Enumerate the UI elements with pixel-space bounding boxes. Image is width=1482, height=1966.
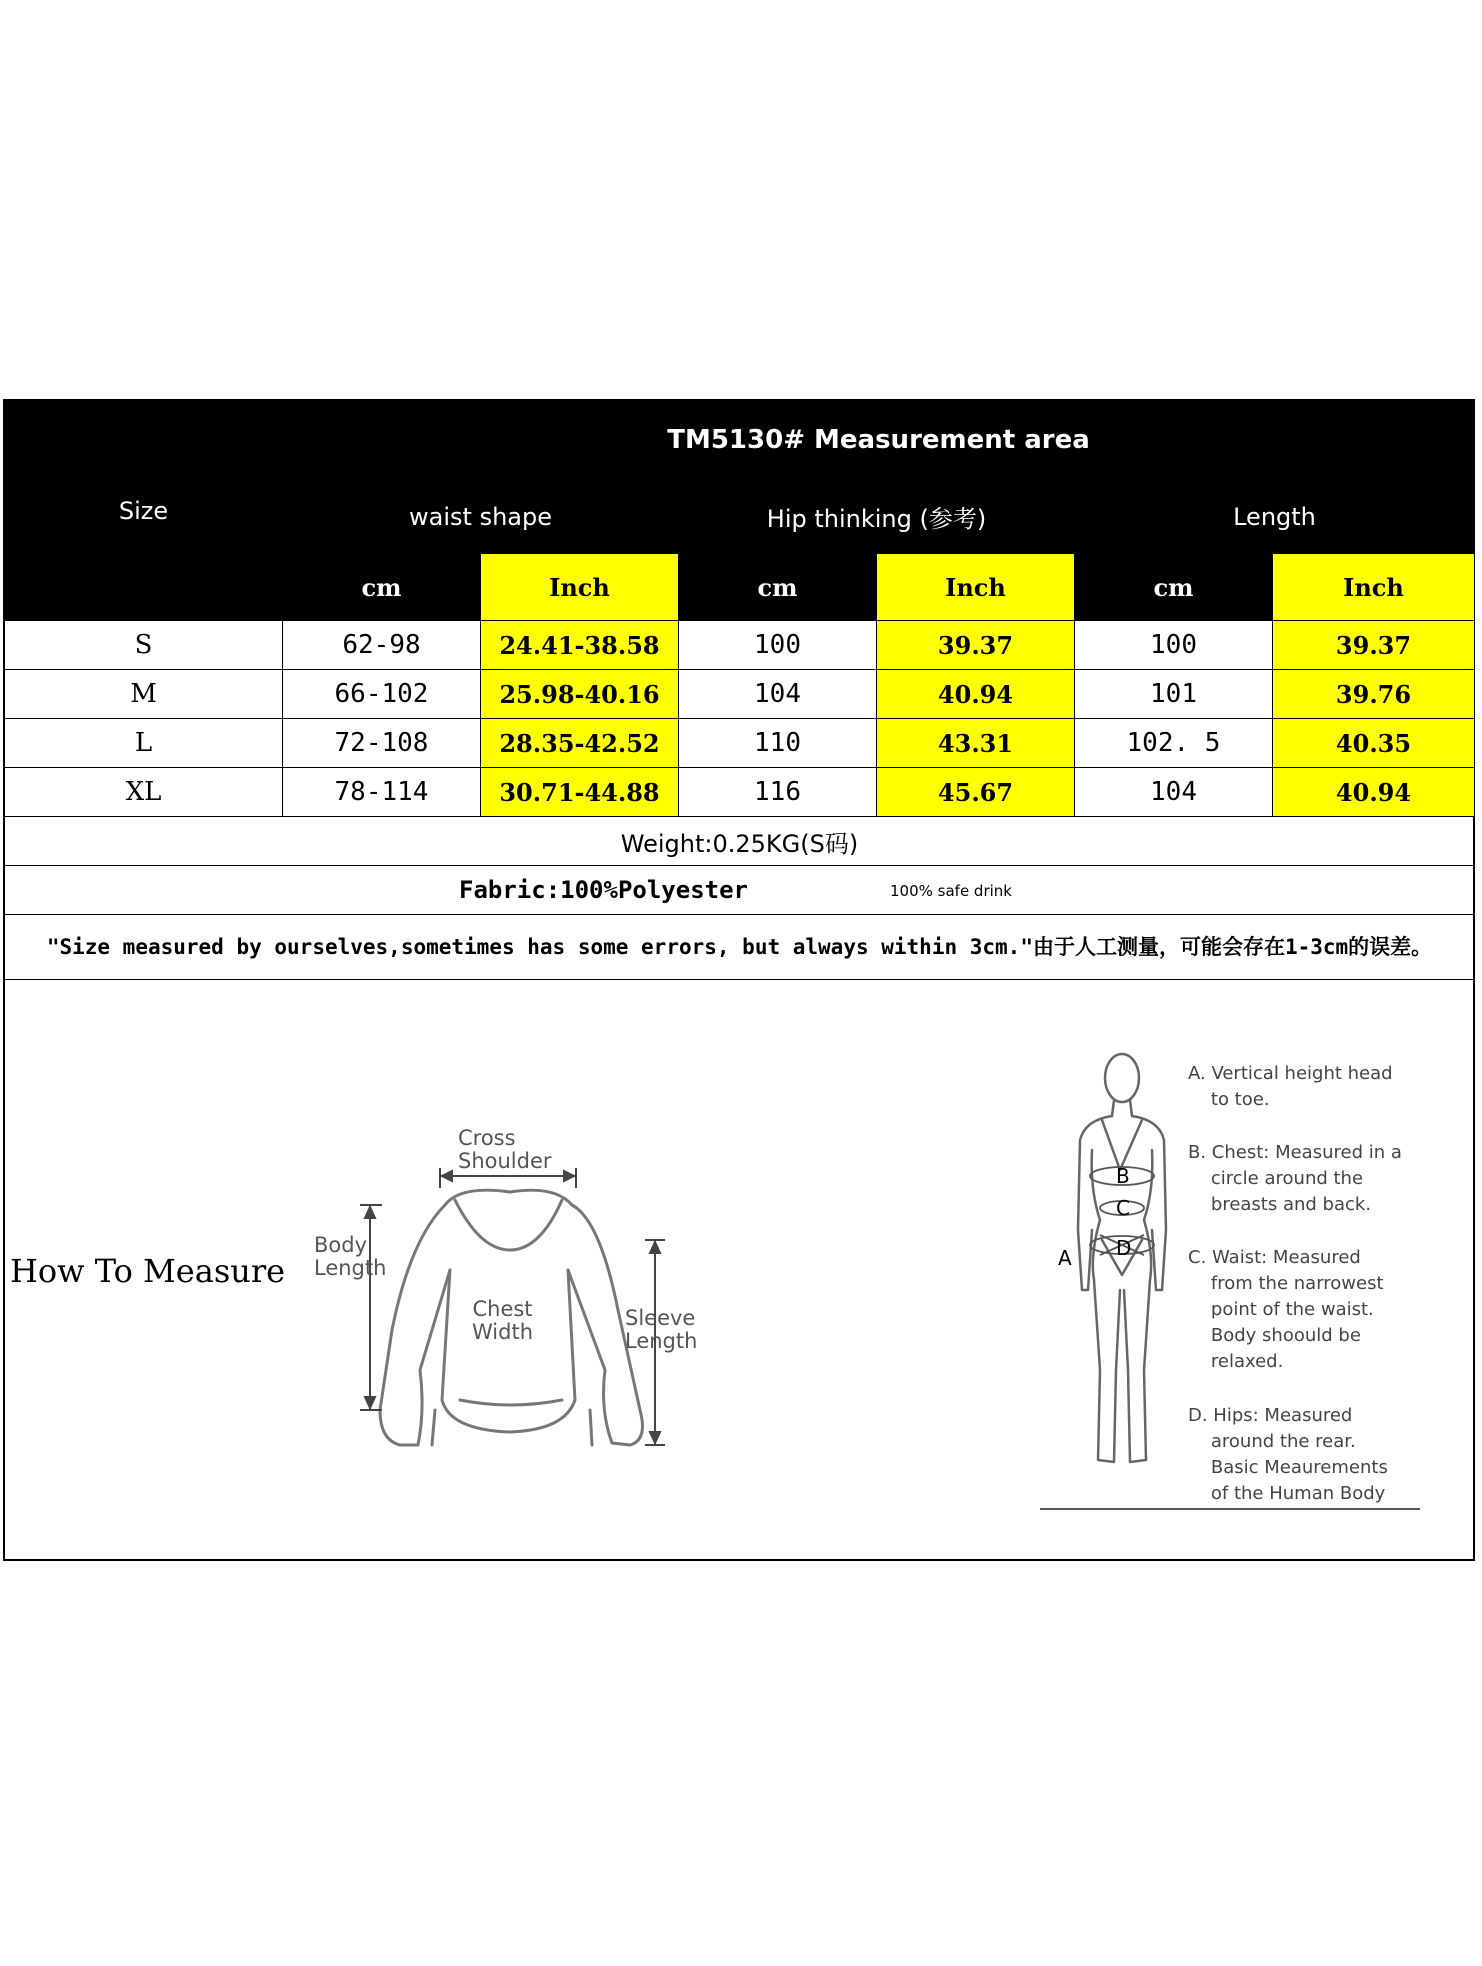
size-header: Size <box>5 401 283 621</box>
description-c: C. Waist: Measured from the narrowest point of the waist. Body shoould be relaxed. <box>1188 1247 1384 1372</box>
waist-cm-cell: 66-102 <box>283 670 481 719</box>
body-letter-d: D <box>1116 1236 1132 1260</box>
fabric-note: 100% safe drink <box>890 882 1012 900</box>
length-cm-cell: 102. 5 <box>1075 719 1273 768</box>
unit-cm: cm <box>679 554 877 621</box>
chest-width-label: Chest Width <box>472 1297 534 1344</box>
waist-cm-cell: 78-114 <box>283 768 481 817</box>
hip-cm-cell: 116 <box>679 768 877 817</box>
length-cm-cell: 104 <box>1075 768 1273 817</box>
table-row <box>5 719 1475 768</box>
size-cell: XL <box>5 768 283 817</box>
body-letter-a: A <box>1058 1246 1072 1270</box>
hip-cm-cell: 110 <box>679 719 877 768</box>
length-inch-cell: 40.35 <box>1273 719 1475 768</box>
how-to-measure-title: How To Measure <box>10 1252 286 1290</box>
body-diagram <box>1060 1040 1190 1480</box>
fabric-row <box>5 866 1475 915</box>
baseline-divider <box>1040 1508 1420 1510</box>
length-inch-cell: 40.94 <box>1273 768 1475 817</box>
unit-cm: cm <box>1075 554 1273 621</box>
unit-inch: Inch <box>1273 554 1475 621</box>
unit-inch: Inch <box>877 554 1075 621</box>
waist-inch-cell: 30.71-44.88 <box>481 768 679 817</box>
waist-inch-cell: 28.35-42.52 <box>481 719 679 768</box>
measurement-note: "Size measured by ourselves,sometimes has some errors, but always within 3cm."由于人工测量，可能会存在1-3cm的误差。 <box>5 915 1475 980</box>
hip-cm-cell: 100 <box>679 621 877 670</box>
hip-cm-cell: 104 <box>679 670 877 719</box>
length-inch-cell: 39.76 <box>1273 670 1475 719</box>
waist-inch-cell: 25.98-40.16 <box>481 670 679 719</box>
fabric-info: Fabric:100%Polyester <box>459 876 748 904</box>
sleeve-length-label: Sleeve Length <box>625 1306 698 1353</box>
hip-inch-cell: 40.94 <box>877 670 1075 719</box>
group-length: Length <box>1075 480 1475 554</box>
unit-inch: Inch <box>481 554 679 621</box>
table-row <box>5 621 1475 670</box>
length-inch-cell: 39.37 <box>1273 621 1475 670</box>
group-waist: waist shape <box>283 480 679 554</box>
unit-cm: cm <box>283 554 481 621</box>
description-d: D. Hips: Measured around the rear. Basic Meaurements of the Human Body <box>1188 1405 1388 1504</box>
length-cm-cell: 100 <box>1075 621 1273 670</box>
hip-inch-cell: 43.31 <box>877 719 1075 768</box>
waist-cm-cell: 62-98 <box>283 621 481 670</box>
description-a: A. Vertical height head to toe. <box>1188 1063 1393 1110</box>
hip-inch-cell: 45.67 <box>877 768 1075 817</box>
description-b: B. Chest: Measured in a circle around the breasts and back. <box>1188 1142 1402 1215</box>
cross-shoulder-label: Cross Shoulder <box>458 1126 552 1173</box>
group-hip: Hip thinking (参考) <box>679 480 1075 554</box>
length-cm-cell: 101 <box>1075 670 1273 719</box>
size-cell: S <box>5 621 283 670</box>
size-cell: M <box>5 670 283 719</box>
body-letter-c: C <box>1116 1196 1130 1220</box>
body-length-label: Body Length <box>314 1233 387 1280</box>
hip-inch-cell: 39.37 <box>877 621 1075 670</box>
size-chart-table <box>4 400 1475 980</box>
chart-title: TM5130# Measurement area <box>283 401 1475 480</box>
waist-inch-cell: 24.41-38.58 <box>481 621 679 670</box>
body-letter-b: B <box>1116 1164 1130 1188</box>
waist-cm-cell: 72-108 <box>283 719 481 768</box>
table-row <box>5 670 1475 719</box>
size-cell: L <box>5 719 283 768</box>
table-row <box>5 768 1475 817</box>
weight-info: Weight:0.25KG(S码) <box>5 817 1475 866</box>
